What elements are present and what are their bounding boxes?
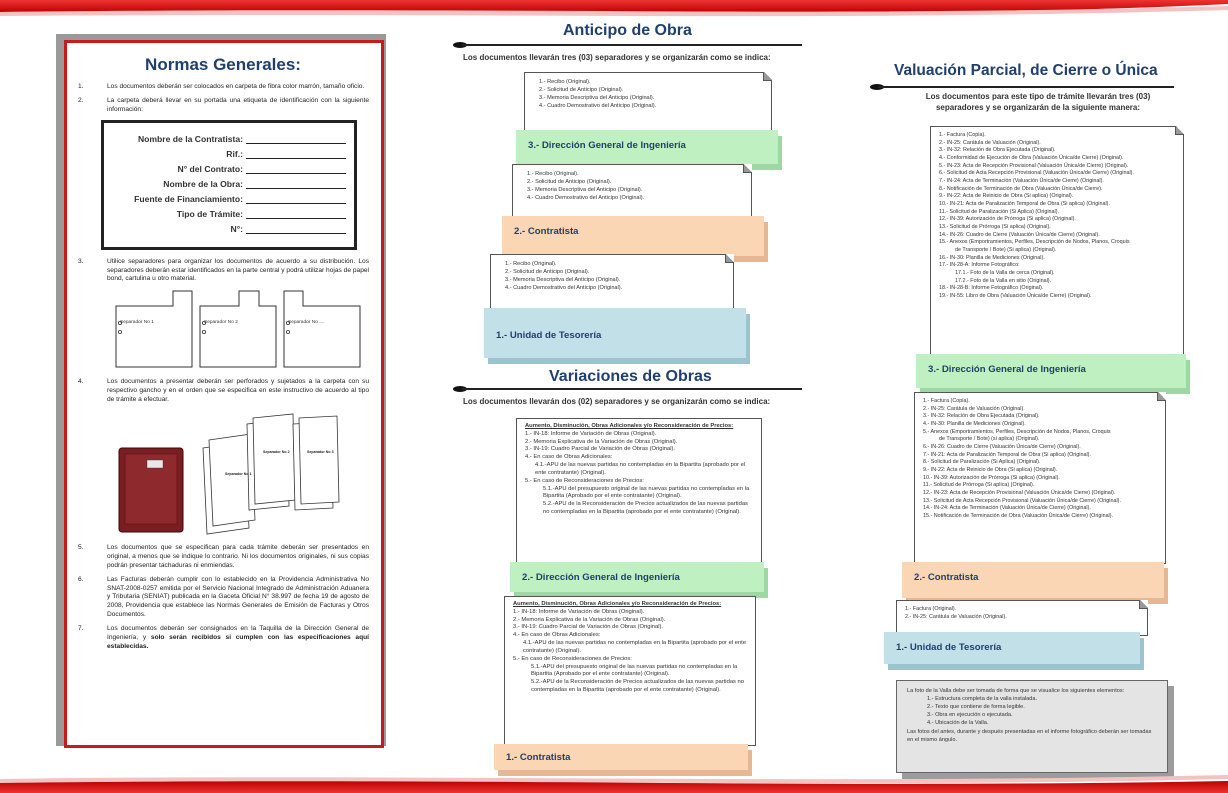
section-rule (462, 44, 802, 46)
norma-item: 4. Los documentos a presentar deberán ser perforados y sujetados a la carpeta con su respectivo gancho y en el orden que se especifica en este instructivo de acuerdo al tipo de trámite a efectuar. (78, 378, 369, 404)
separator-sheet: Separador No 2 (199, 290, 277, 368)
separators-illustration (115, 290, 369, 368)
document-line: 12.- IN-39: Autorización de Prórroga (Si aplica) (Original). (939, 216, 1076, 223)
document-sheet: Aumento, Disminución, Obras Adicionales y/o Reconsideración de Precios: 1.- IN-18: Informe de Variación de Obras (Original). 2.- Memoria Explicativa de la Variación de Obras (Original). 3.- IN-19: Cuadro Parcial de Variación de Obras (Original). 4.- En caso de Obras Adicionales: 4.1.-APU de las nuevas partidas no contempladas en la Bipartita (aprobado por el ente contratante) (Original). 5.- En caso de Reconsideraciones de Precios: 5.1.-APU del presupuesto original de las nuevas partidas no contempladas en la Bipartita (Aprobado por el ente contratante) (Original). 5.2.-APU de la Reconsideración de Precios actualizados de las nuevas partidas no contempladas en la Bipartita (aprobado por el ente contratante) (Original). (504, 596, 756, 746)
document-sheet: 1.- Recibo (Original). 2.- Solicitud de Anticipo (Original). 3.- Memoria Descriptiva del Anticipo (Original). 4.- Cuadro Demostrativo del Anticipo (Original). (490, 254, 734, 314)
document-line: 5.- IN-23: Acta de Recepción Provisional (Valuación Única/de Cierre) (Original). (939, 162, 1129, 169)
document-line: de Transporte / Bote) (si aplica) (Original). (939, 436, 1040, 443)
separator-sheet: Separador No 1 (115, 290, 193, 368)
document-sheet (930, 126, 1184, 356)
norma-item: 5. Los documentos que se especifican para cada trámite deberán ser presentados en original, a menos que se indique lo contrario. Ni los documentos originales, ni sus copias podrán presentar tachaduras ni enmiendas. (78, 544, 369, 569)
document-line: 17.1.- Foto de la Valla de cerca (Original). (955, 270, 1055, 277)
anticipo-title: Anticipo de Obra (563, 22, 692, 39)
document-line: 11.- Solicitud de Prórroga (Si aplica) (Original). (923, 482, 1035, 489)
document-line: 8.- Solicitud de Paralización (Si Aplica) (Original). (923, 459, 1041, 466)
folder-label: Separador No 1 (225, 472, 252, 477)
section-rule (462, 388, 802, 390)
document-line: 14.- IN-26: Cuadro de Cierre (Valuación Única/de Cierre) (Original). (939, 231, 1100, 238)
document-line: 1.- Factura (Copia). (923, 398, 970, 404)
document-line: de Transporte / Bote) (Si aplica) (Original). (955, 247, 1057, 254)
document-sheet (914, 392, 1166, 564)
document-line: 14.- IN-24: Acta de Terminación (Valuación Única/de Cierre) (Original). (923, 505, 1091, 512)
valla-note-box: La foto de la Valla debe ser tomada de forma que se visualice los siguientes elementos: 1.- Estructura completa de la valla instalada. 2.- Texto que contiene de forma legible. 3.- Obra en ejecución o ejecutada. 4.- Ubicación de la Valla. Las fotos del antes, durante y después presentadas en el informe fotográfico deberán ser tomadas en el mismo ángulo. (896, 680, 1168, 773)
folder-label: Separador No 2 (263, 450, 290, 455)
document-line: 5.- Anexos (Emportramientos, Perfiles, Descripción de Nodos, Planos, Croquis (923, 428, 1111, 435)
identification-label-box: Nombre de la Contratista: Rif.: N° del Contrato: Nombre de la Obra: Fuente de Financiamiento: Tipo de Trámite: N°: (101, 120, 357, 250)
variaciones-title: Variaciones de Obras (549, 368, 712, 385)
folders-illustration (117, 410, 343, 536)
separator-direccion-ingenieria: 3.- Dirección General de Ingeniería (916, 354, 1186, 388)
valuacion-subtitle: Los documentos para este tipo de trámite llevarán tres (03) separadores y se organizarán de la siguiente manera: (925, 92, 1151, 112)
norma-item: 6. Las Facturas deberán cumplir con lo establecido en la Providencia Administrativa No SNAT-2008-0257 emitida por el Servicio Nacional Integrado de Administración Aduanera y Tributaria (SENIAT) publicada en la Gaceta Oficial N° 38.997 de fecha 19 de agosto de 2008, Providencia que establece las Normas Generales de Emisión de Facturas y Otros Documentos. (78, 575, 369, 619)
document-line: 10.- IN-39: Autorización de Prórroga (Si aplica) (Original). (923, 474, 1060, 481)
normas-title: Normas Generales: (145, 55, 301, 74)
separator-sheet: Separador No .... (283, 290, 361, 368)
document-line: 4.- Conformidad de Ejecución de Obra (Valuación Única/de Cierre) (Original). (939, 155, 1124, 162)
separator-tesoreria: 1.- Unidad de Tesorería (484, 308, 746, 358)
document-line: 2.- IN-25: Carátula de Valuación (Original). (923, 405, 1025, 412)
top-red-bar (0, 0, 1228, 22)
document-line: 9.- IN-22: Acta de Reinicio de Obra (Si aplica) (Original). (939, 193, 1074, 200)
document-line: 16.- IN-30: Planilla de Mediciones (Original). (939, 254, 1045, 261)
valuacion-title: Valuación Parcial, de Cierre o Única (894, 62, 1158, 79)
document-line: 10.- IN-21: Acta de Paralización Temporal de Obra (Si aplica) (Original). (939, 201, 1110, 208)
variaciones-subtitle: Los documentos llevarán dos (02) separadores y se organizarán como se indica: (463, 397, 771, 406)
normas-generales-panel (64, 40, 384, 748)
norma-item: 3. Utilice separadores para organizar los documentos de acuerdo a su distribución. Los separadores deberán estar identificados en la parte central y podrá utilizar hojas de papel bond, cartulina u otro material. (78, 257, 369, 283)
separator-contratista: 2.- Contratista (502, 216, 764, 256)
document-line: 7.- IN-21: Acta de Paralización Temporal de Obra (Si aplica) (Original). (923, 451, 1091, 458)
separator-contratista: 2.- Contratista (902, 562, 1164, 598)
document-line: 13.- Solicitud de Acta Recepción Provisional (Valuación Única/de Cierre) (Original). (923, 497, 1121, 504)
document-line: 8.- Notificación de Terminación de Obra (Valuación Única/de Cierre). (939, 185, 1103, 192)
norma-item: 7. Los documentos deberán ser consignados en la Taquilla de la Dirección General de Ingeniería, y solo serán recibidos si cumplen con las especificaciones aquí establecidas. (78, 625, 369, 650)
document-sheet: Aumento, Disminución, Obras Adicionales y/o Reconsideración de Precios: 1.- IN-18: Informe de Variación de Obras (Original). 2.- Memoria Explicativa de la Variación de Obras (Original). 3.- IN-19: Cuadro Parcial de Variación de Obras (Original). 4.- En caso de Obras Adicionales: 4.1.-APU de las nuevas partidas no contempladas en la Bipartita (aprobado por el ente contratante) (Original). 5.- En caso de Reconsideraciones de Precios: 5.1.-APU del presupuesto original de las nuevas partidas no contempladas en la Bipartita (Aprobado por el ente contratante) (Original). 5.2.-APU de la Reconsideración de Precios actualizados de las nuevas partidas no contempladas en la Bipartita (aprobado por el ente contratante) (Original). (516, 418, 762, 566)
separator-direccion-ingenieria: 2.- Dirección General de Ingeniería (510, 562, 764, 592)
document-line: 2.- IN-25: Carátula de Valuación (Original). (939, 139, 1041, 146)
norma-item: 1. Los documentos deberán ser colocados en carpeta de fibra color marrón, tamaño oficio. (78, 83, 365, 90)
norma-item: 2. La carpeta deberá llevar en su portada una etiqueta de identificación con la siguiente información: (78, 96, 369, 113)
document-line: 1.- Factura (Copia). (939, 132, 986, 138)
document-line: 15.- Anexos (Emportramientos, Perfiles, Descripción de Nodos, Planos, Croquis (939, 239, 1130, 246)
separator-direccion-ingenieria: 3.- Dirección General de Ingeniería (516, 130, 778, 164)
document-line: 17.2.- Foto de la Valla en sitio (Original). (955, 277, 1052, 284)
document-line: 15.- Notificación de Terminación de Obra (Valuación Única/de Cierre) (Original). (923, 513, 1114, 520)
document-line: 11.- Solicitud de Paralización (Si Aplica) (Original). (939, 208, 1060, 215)
separator-tesoreria: 1.- Unidad de Tesorería (884, 632, 1140, 664)
separator-contratista: 1.- Contratista (494, 744, 748, 770)
document-line: 6.- IN-26: Cuadro de Cierre (Valuación Única/de Cierre) (Original). (923, 444, 1081, 451)
document-line: 18.- IN-28-B: Informe Fotográfico (Original). (939, 285, 1044, 292)
document-sheet: 1.- Factura (Original). 2.- IN-25: Carátula de Valuación (Original). (896, 600, 1148, 636)
folder-label: Separador No 3 (307, 450, 334, 455)
document-line: 6.- Solicitud de Acta Recepción Provisional (Valuación Única/de Cierre) (Original). (939, 170, 1134, 177)
document-line: 13.- Solicitud de Prórroga (Si aplica) (Original). (939, 224, 1051, 231)
document-line: 4.- IN-30: Planilla de Mediciones (Original). (923, 421, 1026, 428)
document-line: 3.- IN-32: Relación de Obra Ejecutada (Original). (923, 413, 1040, 420)
document-line: 12.- IN-23: Acta de Recepción Provisional (Valuación Única/de Cierre) (Original). (923, 490, 1116, 497)
document-line: 9.- IN-22: Acta de Reinicio de Obra (Si aplica) (Original). (923, 467, 1058, 474)
document-line: 19.- IN-55: Libro de Obra (Valuación Única/de Cierre) (Original). (939, 293, 1092, 300)
document-line: 17.- IN-28-A: Informe Fotográfico: (939, 262, 1020, 269)
anticipo-subtitle: Los documentos llevarán tres (03) separadores y se organizarán como se indica: (463, 53, 771, 62)
document-line: 7.- IN-24: Acta de Terminación (Valuación Única/de Cierre) (Original). (939, 178, 1104, 185)
document-sheet: 1.- Recibo (Original). 2.- Solicitud de Anticipo (Original). 3.- Memoria Descriptiva del Anticipo (Original). 4.- Cuadro Demostrativo del Anticipo (Original). (524, 72, 772, 132)
section-rule (878, 86, 1174, 88)
document-line: 3.- IN-32: Relación de Obra Ejecutada (Original). (939, 147, 1056, 154)
bottom-red-bar (0, 771, 1228, 793)
document-sheet: 1.- Recibo (Original). 2.- Solicitud de Anticipo (Original). 3.- Memoria Descriptiva del Anticipo (Original). 4.- Cuadro Demostrativo del Anticipo (Original). (512, 164, 752, 220)
